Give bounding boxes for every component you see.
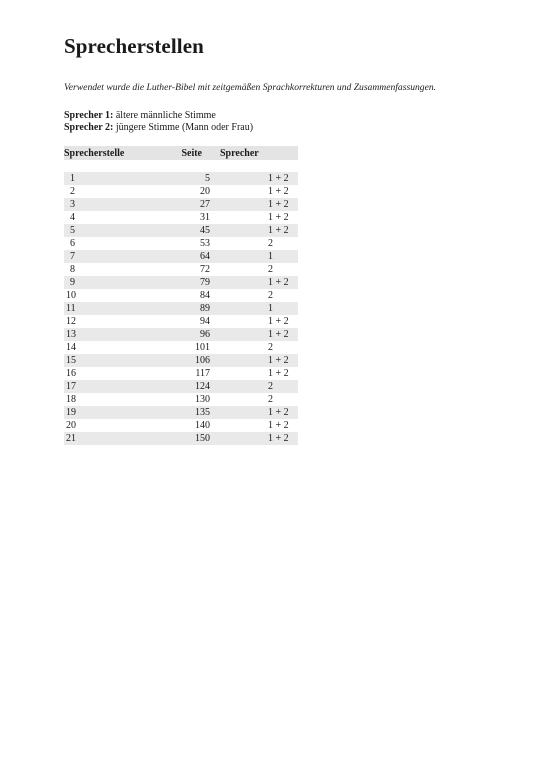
cell-seite: 94 <box>200 316 210 327</box>
cell-sprecher: 1 + 2 <box>212 328 298 341</box>
cell-sprecher: 1 + 2 <box>268 186 289 197</box>
cell-seite: 20 <box>200 186 210 197</box>
cell-seite: 96 <box>170 328 212 341</box>
cell-sprecher: 1 + 2 <box>268 420 289 431</box>
cell-seite: 27 <box>170 198 212 211</box>
document-page <box>64 34 484 445</box>
speaker-2-label: Sprecher 2: <box>64 122 114 133</box>
cell-sprecherstelle: 2 <box>70 186 75 197</box>
header-sprecher: Sprecher <box>212 146 298 160</box>
table-row <box>64 354 298 367</box>
cell-seite: 130 <box>195 394 210 405</box>
cell-sprecherstelle: 7 <box>64 250 170 263</box>
cell-sprecherstelle: 5 <box>64 224 170 237</box>
cell-sprecher: 2 <box>268 394 273 405</box>
table-row <box>64 393 298 406</box>
cell-sprecherstelle: 8 <box>70 264 75 275</box>
cell-sprecher: 2 <box>212 380 298 393</box>
table-row <box>64 328 298 341</box>
table-row <box>64 419 298 432</box>
table-row <box>64 250 298 263</box>
cell-sprecherstelle: 11 <box>64 302 170 315</box>
cell-seite: 101 <box>195 342 210 353</box>
table-row <box>64 276 298 289</box>
speaker-legend <box>64 110 484 134</box>
cell-sprecher: 2 <box>268 238 273 249</box>
cell-seite: 89 <box>170 302 212 315</box>
cell-sprecher: 1 + 2 <box>212 406 298 419</box>
header-seite: Seite <box>170 146 212 160</box>
cell-sprecherstelle: 12 <box>66 316 76 327</box>
cell-sprecher: 2 <box>268 264 273 275</box>
header-sprecherstelle: Sprecherstelle <box>64 146 170 160</box>
speaker-1-desc: ältere männliche Stimme <box>115 110 216 121</box>
cell-sprecher: 1 <box>212 302 298 315</box>
cell-seite: 124 <box>170 380 212 393</box>
cell-sprecherstelle: 10 <box>66 290 76 301</box>
table-row <box>64 432 298 445</box>
cell-sprecher: 1 <box>212 250 298 263</box>
cell-sprecherstelle: 21 <box>64 432 170 445</box>
cell-sprecher: 1 + 2 <box>212 198 298 211</box>
speaker-table <box>64 146 298 445</box>
cell-sprecherstelle: 9 <box>64 276 170 289</box>
cell-sprecher: 1 + 2 <box>212 276 298 289</box>
cell-sprecherstelle: 4 <box>70 212 75 223</box>
table-header-row <box>64 146 298 160</box>
cell-seite: 106 <box>170 354 212 367</box>
cell-sprecherstelle: 14 <box>66 342 76 353</box>
cell-seite: 117 <box>195 368 210 379</box>
cell-sprecher: 2 <box>268 290 273 301</box>
table-row <box>64 380 298 393</box>
cell-seite: 79 <box>170 276 212 289</box>
subtitle: Verwendet wurde die Luther-Bibel mit zeitgemäßen Sprachkorrekturen und Zusammenfassungen. <box>64 82 437 93</box>
cell-seite: 140 <box>195 420 210 431</box>
cell-seite: 5 <box>170 172 212 185</box>
table-row <box>64 315 298 328</box>
speaker-1-label: Sprecher 1: <box>64 110 114 121</box>
table-row <box>64 185 298 198</box>
table-row <box>64 198 298 211</box>
table-row <box>64 406 298 419</box>
table-row <box>64 211 298 224</box>
page-title: Sprecherstellen <box>64 34 204 58</box>
cell-sprecherstelle: 17 <box>64 380 170 393</box>
cell-sprecherstelle: 6 <box>70 238 75 249</box>
table-row <box>64 237 298 250</box>
cell-sprecher: 1 + 2 <box>268 212 289 223</box>
speaker-1-line <box>64 110 484 122</box>
cell-sprecherstelle: 1 <box>64 172 170 185</box>
cell-seite: 72 <box>200 264 210 275</box>
cell-sprecher: 1 + 2 <box>212 354 298 367</box>
cell-sprecherstelle: 20 <box>66 420 76 431</box>
table-row <box>64 289 298 302</box>
speaker-2-line <box>64 122 484 134</box>
table-spacer-row <box>64 160 298 172</box>
cell-sprecher: 1 + 2 <box>268 316 289 327</box>
cell-sprecherstelle: 16 <box>66 368 76 379</box>
cell-sprecher: 1 + 2 <box>212 432 298 445</box>
speaker-2-desc: jüngere Stimme (Mann oder Frau) <box>115 122 254 133</box>
cell-seite: 45 <box>170 224 212 237</box>
table-row <box>64 341 298 354</box>
table-row <box>64 224 298 237</box>
cell-seite: 31 <box>200 212 210 223</box>
cell-sprecherstelle: 13 <box>64 328 170 341</box>
cell-seite: 135 <box>170 406 212 419</box>
cell-sprecherstelle: 15 <box>64 354 170 367</box>
cell-sprecher: 2 <box>268 342 273 353</box>
cell-sprecher: 1 + 2 <box>268 368 289 379</box>
cell-seite: 84 <box>200 290 210 301</box>
table-row <box>64 172 298 185</box>
cell-sprecher: 1 + 2 <box>212 172 298 185</box>
table-body <box>64 160 298 445</box>
table-row <box>64 302 298 315</box>
cell-sprecher: 1 + 2 <box>212 224 298 237</box>
cell-seite: 53 <box>200 238 210 249</box>
table-row <box>64 263 298 276</box>
cell-seite: 150 <box>170 432 212 445</box>
table-row <box>64 367 298 380</box>
cell-seite: 64 <box>170 250 212 263</box>
cell-sprecherstelle: 18 <box>66 394 76 405</box>
cell-sprecherstelle: 3 <box>64 198 170 211</box>
cell-sprecherstelle: 19 <box>64 406 170 419</box>
